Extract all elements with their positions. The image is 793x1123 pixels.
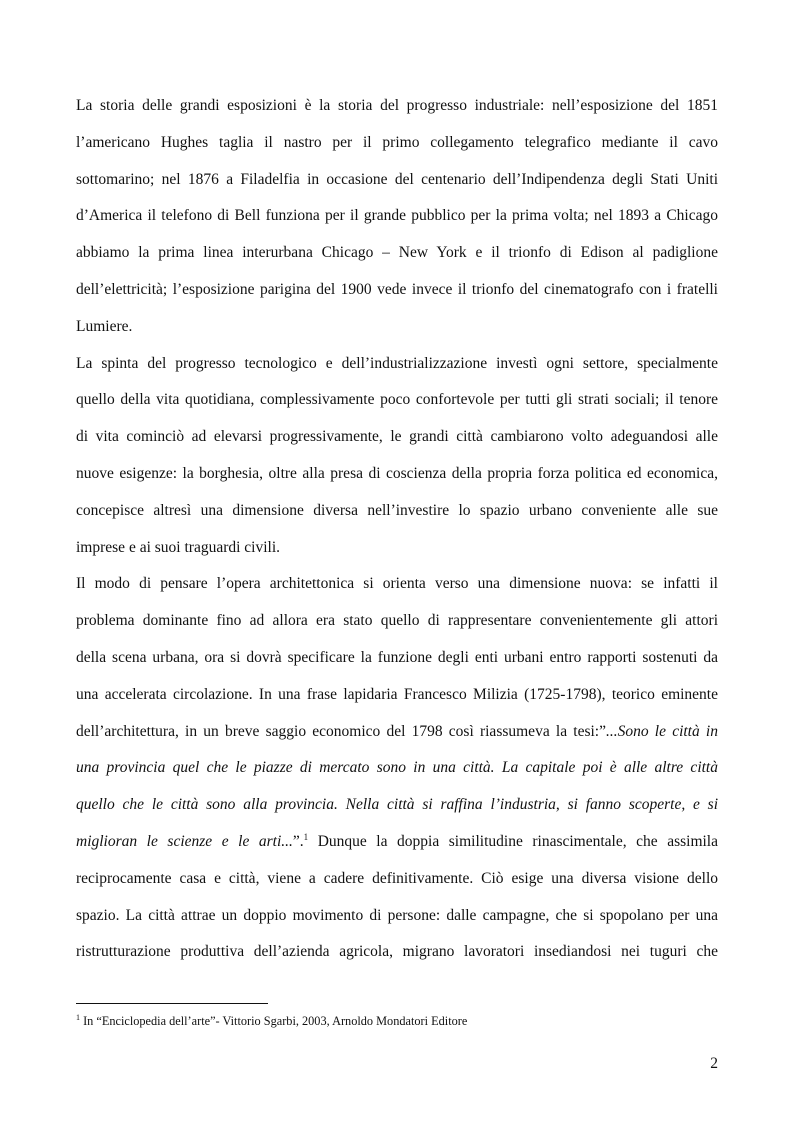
quote-line: una provincia quel che le piazze di mercato sono in una città. La capitale poi è alle altre città bbox=[76, 759, 718, 777]
text-line: spazio. La città attrae un doppio movimento di persone: dalle campagne, che si spopolano per una bbox=[76, 906, 718, 924]
paragraph-progress bbox=[76, 346, 718, 567]
footnote-reference[interactable]: 1 bbox=[303, 831, 309, 842]
page-number: 2 bbox=[710, 1055, 718, 1072]
footnote-marker: 1 bbox=[76, 1013, 80, 1022]
text-line: una accelerata circolazione. In una frase lapidaria Francesco Milizia (1725-1798), teorico eminente bbox=[76, 685, 718, 703]
text-line: Il modo di pensare l’opera architettonica si orienta verso una dimensione nuova: se infatti il bbox=[76, 575, 718, 593]
paragraph-expositions bbox=[76, 88, 718, 346]
quote-intro: dell’architettura, in un breve saggio economico del 1798 così riassumeva la tesi:” bbox=[76, 722, 606, 740]
quote-continuation: Dunque la doppia similitudine rinascimentale, che assimila bbox=[308, 832, 718, 850]
footnote-separator bbox=[76, 1003, 268, 1004]
text-line: sottomarino; nel 1876 a Filadelfia in occasione del centenario dell’Indipendenza degli Stati Uniti bbox=[76, 170, 718, 188]
footnote bbox=[76, 1013, 718, 1029]
quote-line: quello che le città sono alla provincia. Nella città si raffina l’industria, si fanno scoperte, e si bbox=[76, 796, 718, 814]
text-line: problema dominante fino ad allora era stato quello di rappresentare convenientemente gli attori bbox=[76, 612, 718, 630]
quote-text-end: miglioran le scienze e le arti... bbox=[76, 832, 293, 850]
paragraph-architecture bbox=[76, 566, 718, 971]
text-line: quello della vita quotidiana, complessivamente poco confortevole per tutti gli strati sociali; il tenore bbox=[76, 391, 718, 409]
text-line: Lumiere. bbox=[76, 317, 133, 335]
text-line: La storia delle grandi esposizioni è la storia del progresso industriale: nell’esposizione del 1851 bbox=[76, 97, 718, 114]
text-line: reciprocamente casa e città, viene a cadere definitivamente. Ciò esige una diversa visione dello bbox=[76, 869, 718, 887]
text-line: imprese e ai suoi traguardi civili. bbox=[76, 538, 281, 556]
text-line: dell’elettricità; l’esposizione parigina del 1900 vede invece il trionfo del cinematografo con i fratelli bbox=[76, 280, 718, 298]
text-line: abbiamo la prima linea interurbana Chicago – New York e il trionfo di Edison al padiglione bbox=[76, 244, 718, 262]
quote-text: ...Sono le città in bbox=[605, 722, 718, 740]
text-line-quote-end bbox=[76, 824, 718, 861]
text-line-quote-start bbox=[76, 714, 718, 751]
text-line: ristrutturazione produttiva dell’azienda agricola, migrano lavoratori insediandosi nei tuguri che bbox=[76, 943, 718, 961]
text-line: d’America il telefono di Bell funziona per il grande pubblico per la prima volta; nel 1893 a Chicago bbox=[76, 207, 718, 225]
footnote-text: In “Enciclopedia dell’arte”- Vittorio Sgarbi, 2003, Arnoldo Mondatori Editore bbox=[80, 1014, 468, 1028]
text-line: della scena urbana, ora si dovrà specificare la funzione degli enti urbani entro rapporti sostenuti da bbox=[76, 648, 718, 666]
text-line: di vita cominciò ad elevarsi progressivamente, le grandi città cambiarono volto adeguandosi alle bbox=[76, 428, 718, 446]
text-line: concepisce altresì una dimensione diversa nell’investire lo spazio urbano conveniente alle sue bbox=[76, 501, 718, 519]
text-line: l’americano Hughes taglia il nastro per il primo collegamento telegrafico mediante il cavo bbox=[76, 133, 718, 151]
text-line: La spinta del progresso tecnologico e dell’industrializzazione investì ogni settore, specialmente bbox=[76, 354, 718, 372]
quote-close: ”. bbox=[292, 832, 304, 850]
text-line: nuove esigenze: la borghesia, oltre alla presa di coscienza della propria forza politica ed economica, bbox=[76, 464, 718, 482]
body-text bbox=[76, 88, 718, 971]
